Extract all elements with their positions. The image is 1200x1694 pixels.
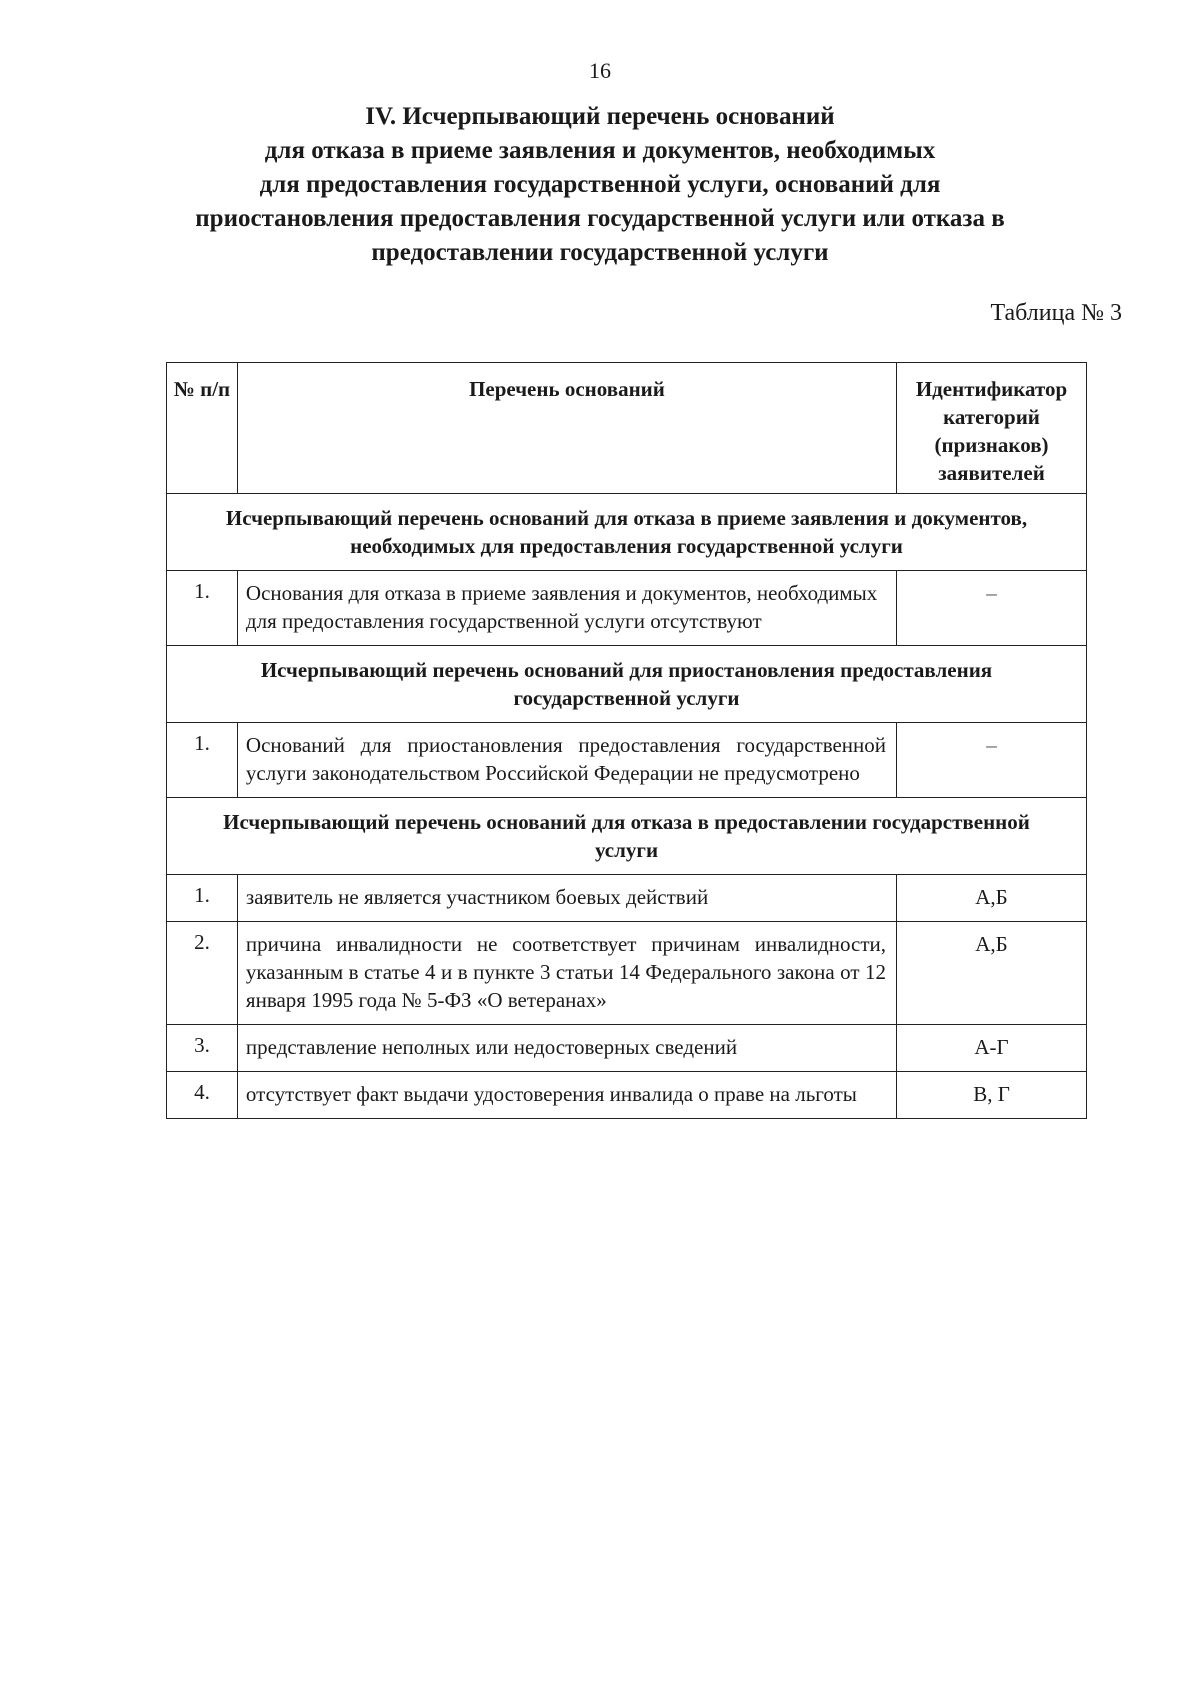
section-row (167, 798, 1087, 875)
table-caption: Таблица № 3 (990, 300, 1122, 326)
row-category-id: А,Б (897, 875, 1087, 922)
table-header-row (167, 363, 1087, 494)
header-number: № п/п (167, 363, 238, 494)
section-row (167, 494, 1087, 571)
table-row (167, 922, 1087, 1025)
header-grounds-list: Перечень оснований (237, 363, 896, 494)
row-category-id: В, Г (897, 1072, 1087, 1119)
table-row (167, 1025, 1087, 1072)
row-number: 3. (167, 1025, 238, 1072)
row-ground-text: представление неполных или недостоверных сведений (237, 1025, 896, 1072)
row-ground-text: Оснований для приостановления предоставления государственной услуги законодательством Российской Федерации не предусмотрено (237, 723, 896, 798)
section-title-suspension: Исчерпывающий перечень оснований для приостановления предоставления государственной услуги (167, 646, 1087, 723)
table-row (167, 1072, 1087, 1119)
row-number: 1. (167, 571, 238, 646)
section-title-line: для отказа в приеме заявления и документов, необходимых (264, 137, 936, 164)
page-number: 16 (589, 58, 611, 83)
row-ground-text: заявитель не является участником боевых действий (237, 875, 896, 922)
section-title-refusal-acceptance: Исчерпывающий перечень оснований для отказа в приеме заявления и документов, необходимых для предоставления государственной услуги (167, 494, 1087, 571)
section-title-refusal-service: Исчерпывающий перечень оснований для отказа в предоставлении государственной услуги (167, 798, 1087, 875)
row-number: 1. (167, 723, 238, 798)
header-applicant-category-id: Идентификатор категорий (признаков) заявителей (897, 363, 1087, 494)
table-row (167, 571, 1087, 646)
section-title-line: предоставлении государственной услуги (371, 239, 829, 266)
row-category-id: – (897, 723, 1087, 798)
table-row (167, 875, 1087, 922)
row-ground-text: причина инвалидности не соответствует причинам инвалидности, указанным в статье 4 и в пункте 3 статьи 14 Федерального закона от 12 января 1995 года № 5-ФЗ «О ветеранах» (237, 922, 896, 1025)
row-ground-text: отсутствует факт выдачи удостоверения инвалида о праве на льготы (237, 1072, 896, 1119)
row-category-id: – (897, 571, 1087, 646)
row-number: 4. (167, 1072, 238, 1119)
row-number: 2. (167, 922, 238, 1025)
row-ground-text: Основания для отказа в приеме заявления и документов, необходимых для предоставления государственной услуги отсутствуют (237, 571, 896, 646)
section-row (167, 646, 1087, 723)
section-title (150, 100, 1050, 270)
grounds-table (166, 362, 1087, 1119)
section-title-line: приостановления предоставления государственной услуги или отказа в (195, 205, 1005, 232)
row-number: 1. (167, 875, 238, 922)
table-row (167, 723, 1087, 798)
row-category-id: А,Б (897, 922, 1087, 1025)
section-title-line: для предоставления государственной услуги, оснований для (259, 171, 941, 198)
section-title-line: IV. Исчерпывающий перечень оснований (365, 103, 835, 130)
row-category-id: А-Г (897, 1025, 1087, 1072)
